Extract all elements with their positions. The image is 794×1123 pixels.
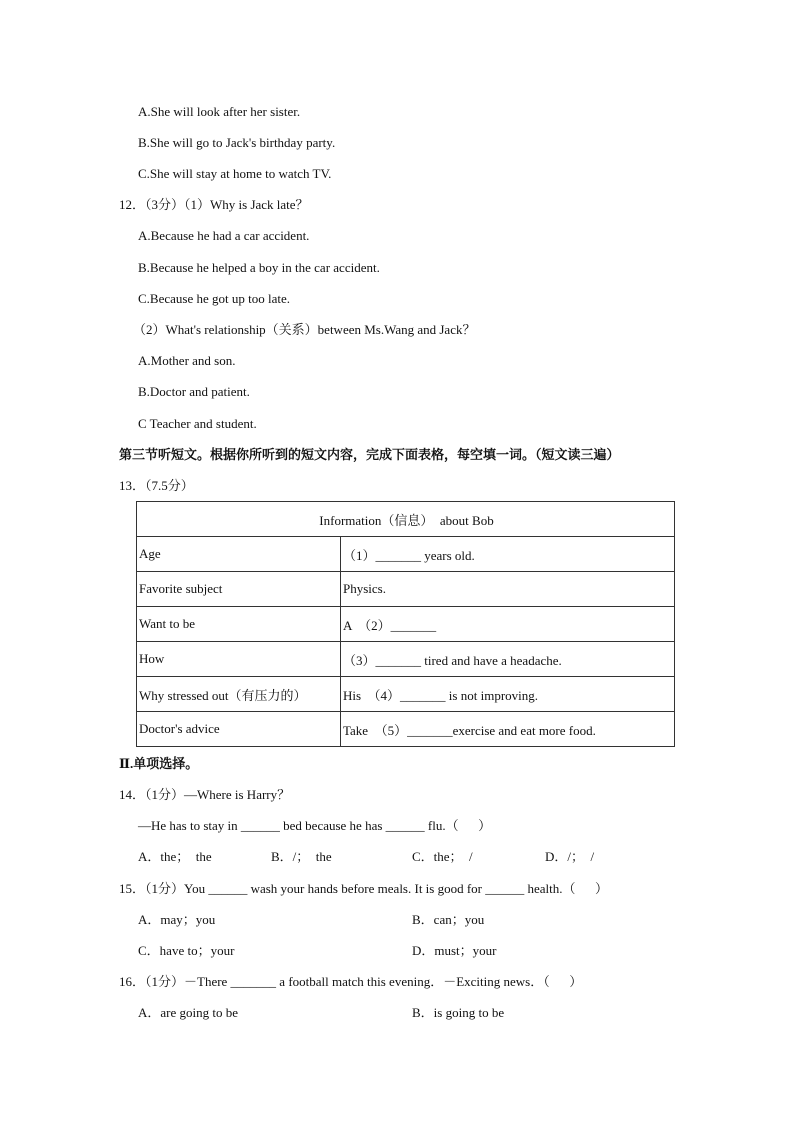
q12-stem-2: （2）What's relationship（关系）between Ms.Wang and Jack？ bbox=[133, 322, 476, 337]
row-label: Why stressed out（有压力的） bbox=[137, 677, 341, 712]
q14-stem-1: 14．（1分）—Where is Harry？ bbox=[119, 787, 291, 802]
q15-option-d: D．must；your bbox=[412, 943, 497, 958]
row-value: （3）_______ tired and have a headache. bbox=[341, 642, 675, 677]
row-value: A （2）_______ bbox=[341, 607, 675, 642]
q15-option-a: A．may；you bbox=[138, 912, 216, 927]
table-row bbox=[137, 677, 675, 712]
q11-option-a: A.She will look after her sister. bbox=[138, 104, 301, 119]
q15-option-c: C．have to；your bbox=[138, 943, 235, 958]
q14-option-b: B．/； the bbox=[271, 849, 332, 864]
row-value: Take （5）_______exercise and eat more food. bbox=[341, 712, 675, 747]
q12-1-option-c: C.Because he got up too late. bbox=[138, 291, 290, 306]
table-row bbox=[137, 642, 675, 677]
table-header: Information（信息） about Bob bbox=[137, 502, 675, 537]
row-value: His （4）_______ is not improving. bbox=[341, 677, 675, 712]
section2-heading: Ⅱ.单项选择。 bbox=[119, 756, 199, 771]
table-row bbox=[137, 712, 675, 747]
q12-2-option-b: B.Doctor and patient. bbox=[138, 384, 250, 399]
table-header-row bbox=[137, 502, 675, 537]
q15-stem: 15．（1分）You ______ wash your hands before meals. It is good for ______ health.（ ） bbox=[119, 881, 609, 896]
q12-1-option-b: B.Because he helped a boy in the car accident. bbox=[138, 260, 380, 275]
q14-option-a: A．the； the bbox=[138, 849, 212, 864]
q12-stem-1: 12．（3分）（1）Why is Jack late？ bbox=[119, 197, 309, 212]
q12-2-option-a: A.Mother and son. bbox=[138, 353, 236, 368]
q12-2-option-c: C Teacher and student. bbox=[138, 416, 257, 431]
q11-option-b: B.She will go to Jack's birthday party. bbox=[138, 135, 336, 150]
table-row bbox=[137, 537, 675, 572]
q13-stem: 13．（7.5分） bbox=[119, 478, 194, 493]
info-table bbox=[136, 501, 675, 747]
row-label: Favorite subject bbox=[137, 572, 341, 607]
table-row bbox=[137, 572, 675, 607]
q14-option-c: C．the； / bbox=[412, 849, 473, 864]
q15-option-b: B．can；you bbox=[412, 912, 485, 927]
q14-stem-2: —He has to stay in ______ bed because he has ______ flu.（ ） bbox=[138, 818, 492, 833]
q14-option-d: D．/； / bbox=[545, 849, 595, 864]
row-label: Want to be bbox=[137, 607, 341, 642]
q16-stem: 16．（1分）－There _______ a football match this evening．－Exciting news．（ ） bbox=[119, 974, 583, 989]
section3-heading: 第三节听短文。根据你所听到的短文内容，完成下面表格，每空填一词。（短文读三遍） bbox=[119, 447, 620, 462]
row-label: How bbox=[137, 642, 341, 677]
table-row bbox=[137, 607, 675, 642]
q11-option-c: C.She will stay at home to watch TV. bbox=[138, 166, 332, 181]
row-label: Doctor's advice bbox=[137, 712, 341, 747]
q16-option-a: A．are going to be bbox=[138, 1005, 239, 1020]
row-value: （1）_______ years old. bbox=[341, 537, 675, 572]
q12-1-option-a: A.Because he had a car accident. bbox=[138, 228, 310, 243]
q16-option-b: B．is going to be bbox=[412, 1005, 505, 1020]
row-value: Physics. bbox=[341, 572, 675, 607]
row-label: Age bbox=[137, 537, 341, 572]
